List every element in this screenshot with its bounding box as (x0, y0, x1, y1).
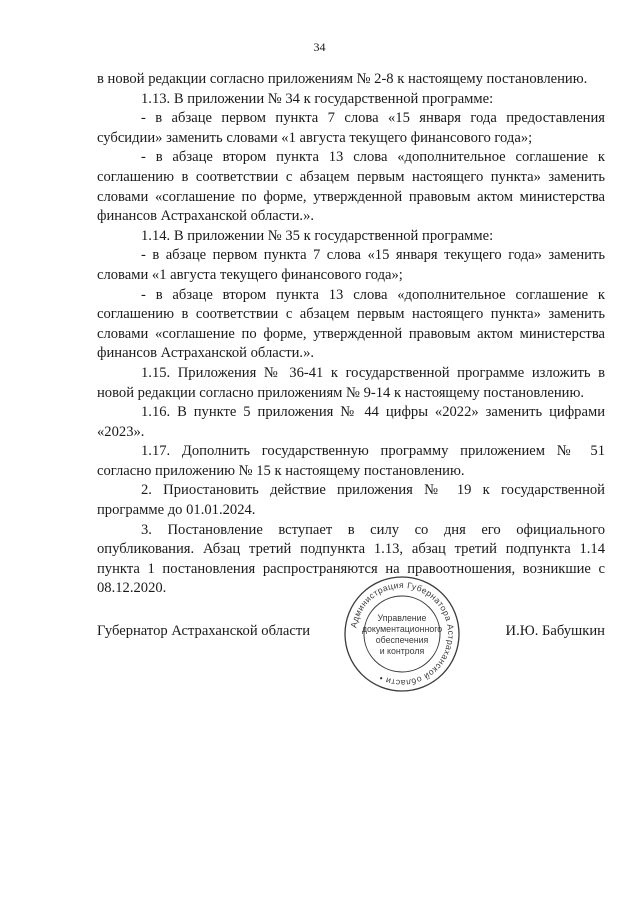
signatory-position: Губернатор Астраханской области (97, 623, 311, 639)
paragraph: 1.16. В пункте 5 приложения № 44 цифры «2022» заменить цифрами «2023». (97, 404, 605, 440)
stamp-center-text (343, 613, 461, 657)
paragraph: 3. Постановление вступает в силу со дня его официального опубликования. Абзац третий подпункта 1.13, абзац третий подпункта 1.14 пункта 1 постановления распространяются на правоотношения, возникшие с 08.12.2020. (97, 521, 605, 597)
paragraph: 1.14. В приложении № 35 к государственной программе: (141, 227, 494, 244)
paragraph: - в абзаце первом пункта 7 слова «15 января года предоставления субсидии» заменить словами «1 августа текущего финансового года»; (97, 110, 605, 146)
stamp-line: и контроля (379, 646, 425, 656)
paragraph: 1.15. Приложения № 36-41 к государственной программе изложить в новой редакции согласно приложениям № 9-14 к настоящему постановлению. (97, 364, 605, 401)
paragraph: 1.13. В приложении № 34 к государственной программе: (141, 90, 494, 107)
page-number: 34 (313, 40, 326, 54)
paragraph: - в абзаце первом пункта 7 слова «15 января текущего года» заменить словами «1 августа текущего финансового года»; (97, 247, 605, 283)
paragraph: 1.17. Дополнить государственную программу приложением № 51 согласно приложению № 15 к настоящему постановлению. (97, 443, 605, 479)
paragraph: в новой редакции согласно приложениям № 2-8 к настоящему постановлению. (97, 71, 588, 87)
paragraph: - в абзаце втором пункта 13 слова «дополнительное соглашение к соглашению в соответствии с абзацем первым настоящего пункта» заменить словами «соглашение по форме, утвержденной правовым актом министерства финансов Астраханской области.». (97, 286, 605, 362)
svg-text:Администрация Губернатора Астр: Администрация Губернатора Астраханской области • (348, 579, 457, 689)
stamp-line: обеспечения (375, 635, 429, 645)
signatory-name: И.Ю. Бабушкин (505, 623, 605, 639)
stamp-line: документационного (361, 624, 443, 634)
document-body (97, 70, 605, 599)
official-stamp (343, 575, 461, 693)
paragraph: 2. Приостановить действие приложения № 19 к государственной программе до 01.01.2024. (97, 482, 605, 519)
paragraph: - в абзаце втором пункта 13 слова «дополнительное соглашение к соглашению в соответствии с абзацем первым настоящего пункта» заменить словами «соглашение по форме, утвержденной правовым актом министерства финансов Астраханской области.». (97, 149, 605, 225)
stamp-line: Управление (377, 613, 427, 623)
